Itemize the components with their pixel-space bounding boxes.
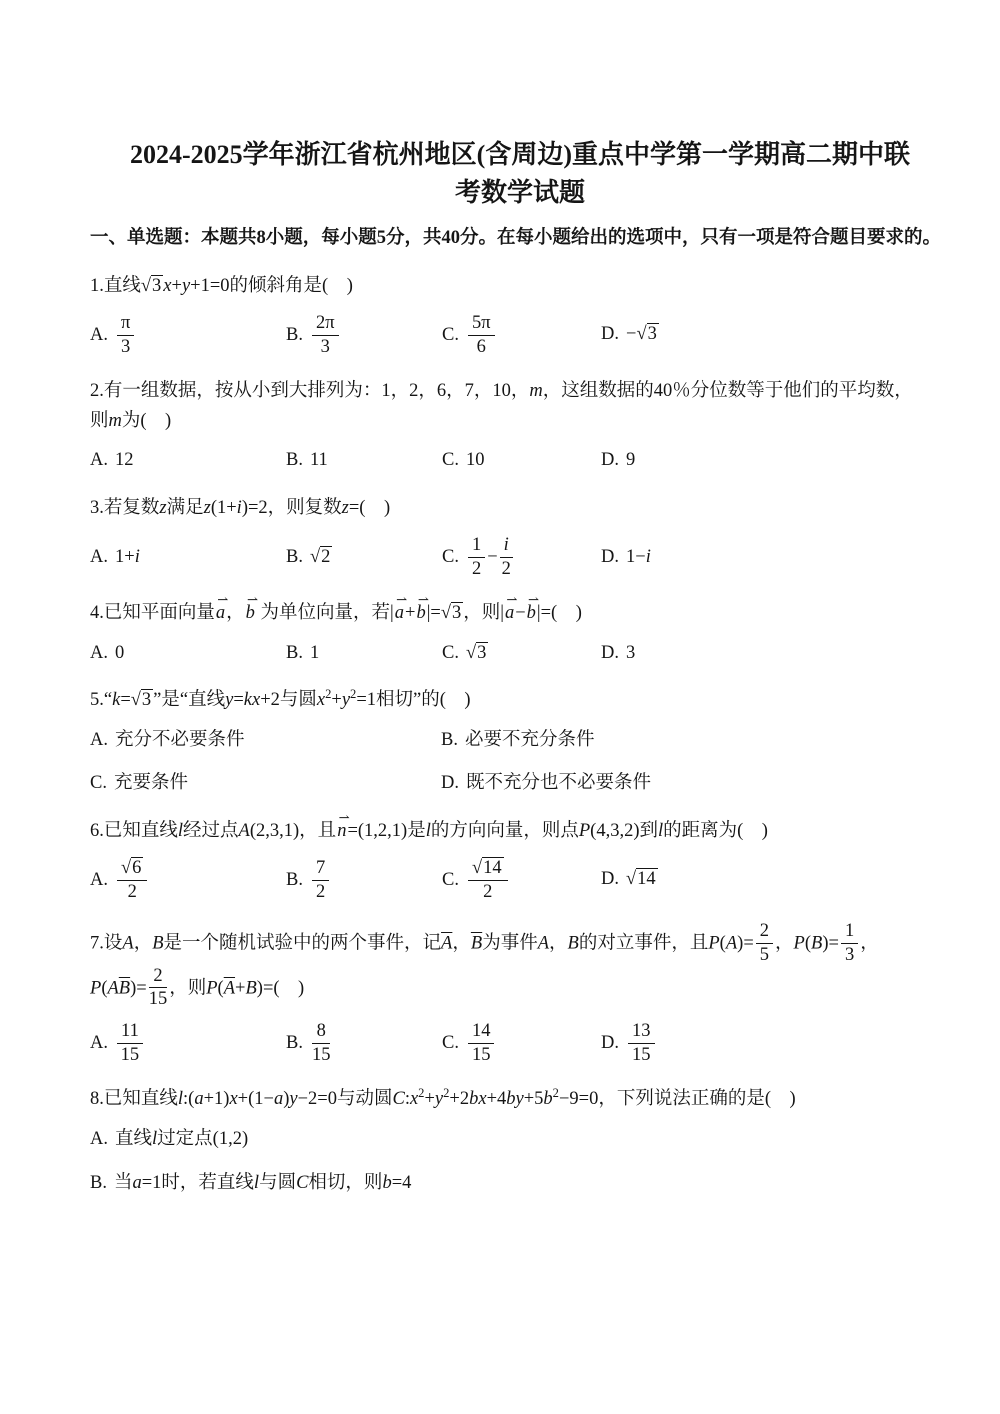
option-text: √14 bbox=[626, 869, 656, 890]
option-a bbox=[90, 858, 286, 902]
option-d bbox=[601, 866, 950, 894]
option-text: √3 bbox=[465, 642, 487, 663]
option-c bbox=[442, 1021, 601, 1065]
option-label: D. bbox=[601, 546, 619, 567]
option-label: A. bbox=[90, 642, 108, 663]
option-c bbox=[442, 313, 601, 357]
option-label: C. bbox=[442, 642, 459, 663]
option-a bbox=[90, 313, 286, 357]
option-text: $\frac{14}{15}$ bbox=[466, 1033, 497, 1053]
option-a bbox=[90, 727, 441, 755]
option-text: 1+i bbox=[115, 546, 140, 567]
option-text: $\frac{1}{2}$ − $\frac{i}{2}$ bbox=[466, 547, 515, 567]
option-text: $\frac{√14}{2}$ bbox=[466, 870, 510, 890]
question-3-text: 3.若复数z满足z(1+i)=2，则复数z=( ) bbox=[90, 498, 391, 519]
option-label: A. bbox=[90, 450, 108, 471]
option-label: C. bbox=[442, 450, 459, 471]
option-label: B. bbox=[286, 546, 303, 567]
question-1-options bbox=[90, 313, 950, 357]
question-4-text: 4.已知平面向量 ⇀ a， ⇀ b 为单位向量，若| ⇀ a+ ⇀ b|=√3 ，则| ⇀ a− ⇀ b|=( ) bbox=[90, 592, 582, 623]
option-text: 1−i bbox=[626, 546, 651, 567]
option-label: A. bbox=[90, 1033, 108, 1054]
option-label: B. bbox=[90, 1173, 107, 1194]
option-text: 既不充分也不必要条件 bbox=[466, 773, 652, 794]
option-a bbox=[90, 1021, 286, 1065]
option-d bbox=[601, 447, 950, 475]
option-text: 充分不必要条件 bbox=[115, 730, 245, 751]
option-label: C. bbox=[442, 547, 459, 568]
option-label: D. bbox=[601, 1033, 619, 1054]
option-text: $\frac{√6}{2}$ bbox=[115, 870, 149, 890]
question-3 bbox=[90, 494, 950, 579]
option-label: A. bbox=[90, 546, 108, 567]
option-text: 直线l过定点(1,2) bbox=[115, 1128, 249, 1149]
option-b bbox=[286, 544, 442, 572]
option-text: √2 bbox=[309, 546, 331, 567]
question-2-text-line-2: 则m为( ) bbox=[90, 410, 172, 431]
option-label: B. bbox=[286, 450, 303, 471]
option-label: C. bbox=[442, 1033, 459, 1054]
option-label: C. bbox=[90, 773, 107, 794]
option-label: B. bbox=[286, 870, 303, 891]
option-label: D. bbox=[601, 324, 619, 345]
option-a bbox=[90, 544, 286, 572]
option-text: 9 bbox=[626, 450, 636, 471]
option-text: 3 bbox=[626, 642, 636, 663]
option-label: C. bbox=[442, 325, 459, 346]
option-b bbox=[286, 313, 442, 357]
option-label: A. bbox=[90, 1128, 108, 1149]
option-label: D. bbox=[601, 642, 619, 663]
option-c bbox=[442, 535, 601, 579]
option-a bbox=[90, 640, 286, 668]
option-d bbox=[601, 640, 950, 668]
question-7 bbox=[90, 921, 950, 1065]
option-text: 0 bbox=[115, 642, 125, 663]
option-d bbox=[601, 321, 950, 349]
question-7-text-line-2: $P(A\overline{B})=$ $\frac{2}{15}$ ，则$P(\overline{A}+B)=$( ) bbox=[90, 965, 305, 1010]
option-b bbox=[286, 447, 442, 475]
option-text: 1 bbox=[309, 642, 320, 663]
question-7-options bbox=[90, 1021, 950, 1065]
option-label: B. bbox=[441, 730, 458, 751]
option-label: B. bbox=[286, 325, 303, 346]
option-text: 12 bbox=[115, 450, 134, 471]
option-b bbox=[286, 858, 442, 902]
question-6 bbox=[90, 810, 950, 902]
option-c bbox=[442, 447, 601, 475]
option-label: B. bbox=[286, 642, 303, 663]
question-3-options bbox=[90, 535, 950, 579]
option-label: C. bbox=[442, 870, 459, 891]
page-title bbox=[90, 136, 950, 211]
page-title-line-1: 2024-2025学年浙江省杭州地区(含周边)重点中学第一学期高二期中联 bbox=[130, 140, 910, 169]
option-text: $\frac{8}{15}$ bbox=[311, 1021, 331, 1065]
question-4 bbox=[90, 592, 950, 668]
question-1-text: 1.直线√3 x+y+1=0的倾斜角是( ) bbox=[90, 276, 353, 297]
question-6-options bbox=[90, 858, 950, 902]
option-text: $\frac{\pi}{3}$ bbox=[115, 325, 136, 345]
question-7-text: 7.设A，B是一个随机试验中的两个事件，记$\overline{A}$，$\overline{B}$为事件A，B的对立事件，且P(A)= $\frac{2}{5}$ ，P(B)= $\frac{1}{3}$ ， bbox=[90, 921, 879, 965]
question-2-options bbox=[90, 447, 950, 475]
option-a bbox=[90, 447, 286, 475]
option-label: A. bbox=[90, 325, 108, 346]
option-d bbox=[441, 770, 950, 798]
question-6-text: 6.已知直线l经过点A(2,3,1)，且 ⇀ n=(1,2,1)是l的方向向量，则点P(4,3,2)到l的距离为( ) bbox=[90, 810, 768, 841]
option-d bbox=[601, 1021, 950, 1065]
option-c bbox=[442, 858, 601, 902]
question-2 bbox=[90, 377, 950, 476]
option-b bbox=[286, 640, 442, 668]
option-label: A. bbox=[90, 870, 108, 891]
question-8-text: 8.已知直线l:(a+1)x+(1−a)y−2=0与动圆$C:x^2+y^2+2bx+4by+5b^2-9=0$，下列说法正确的是( ) bbox=[90, 1085, 796, 1109]
option-text: $\frac{2\pi}{3}$ bbox=[310, 325, 341, 345]
option-text: 当a=1时，若直线l与圆C相切，则b=4 bbox=[113, 1173, 412, 1194]
option-text: $\frac{7}{2}$ bbox=[310, 870, 331, 890]
option-b bbox=[90, 1170, 950, 1198]
question-2-text: 2.有一组数据，按从小到大排列为：1，2，6，7，10，m，这组数据的40％分位数等于他们的平均数， bbox=[90, 380, 913, 401]
option-label: D. bbox=[601, 450, 619, 471]
option-d bbox=[601, 544, 950, 572]
option-text: 充要条件 bbox=[113, 773, 188, 794]
option-text: −√3 bbox=[626, 324, 657, 345]
question-8-options bbox=[90, 1126, 950, 1199]
option-label: D. bbox=[601, 869, 619, 890]
option-c bbox=[442, 640, 601, 668]
question-5-options bbox=[90, 727, 950, 798]
option-text: 必要不充分条件 bbox=[464, 730, 595, 751]
question-5-text: 5.“k=√3 ”是“直线y=kx+2与圆$x^2+y^2=1$相切”的( ) bbox=[90, 687, 471, 711]
question-8 bbox=[90, 1085, 950, 1198]
option-b bbox=[286, 1021, 442, 1065]
question-5 bbox=[90, 686, 950, 797]
question-1 bbox=[90, 272, 950, 357]
section-header: 一、单选题：本题共8小题，每小题5分，共40分。在每小题给出的选项中，只有一项是符合题目要求的。 bbox=[90, 228, 942, 249]
page-title-line-2: 考数学试题 bbox=[454, 177, 585, 207]
option-label: B. bbox=[286, 1033, 303, 1054]
option-text: $\frac{13}{15}$ bbox=[626, 1033, 657, 1053]
option-a bbox=[90, 1126, 950, 1154]
question-4-options bbox=[90, 640, 950, 668]
option-text: $\frac{5\pi}{6}$ bbox=[466, 325, 497, 345]
option-text: 10 bbox=[465, 450, 485, 471]
option-c bbox=[90, 770, 441, 798]
option-text: 11 bbox=[309, 450, 328, 471]
option-label: D. bbox=[441, 773, 459, 794]
option-b bbox=[441, 727, 950, 755]
option-text: $\frac{11}{15}$ bbox=[115, 1033, 145, 1053]
option-label: A. bbox=[90, 730, 108, 751]
